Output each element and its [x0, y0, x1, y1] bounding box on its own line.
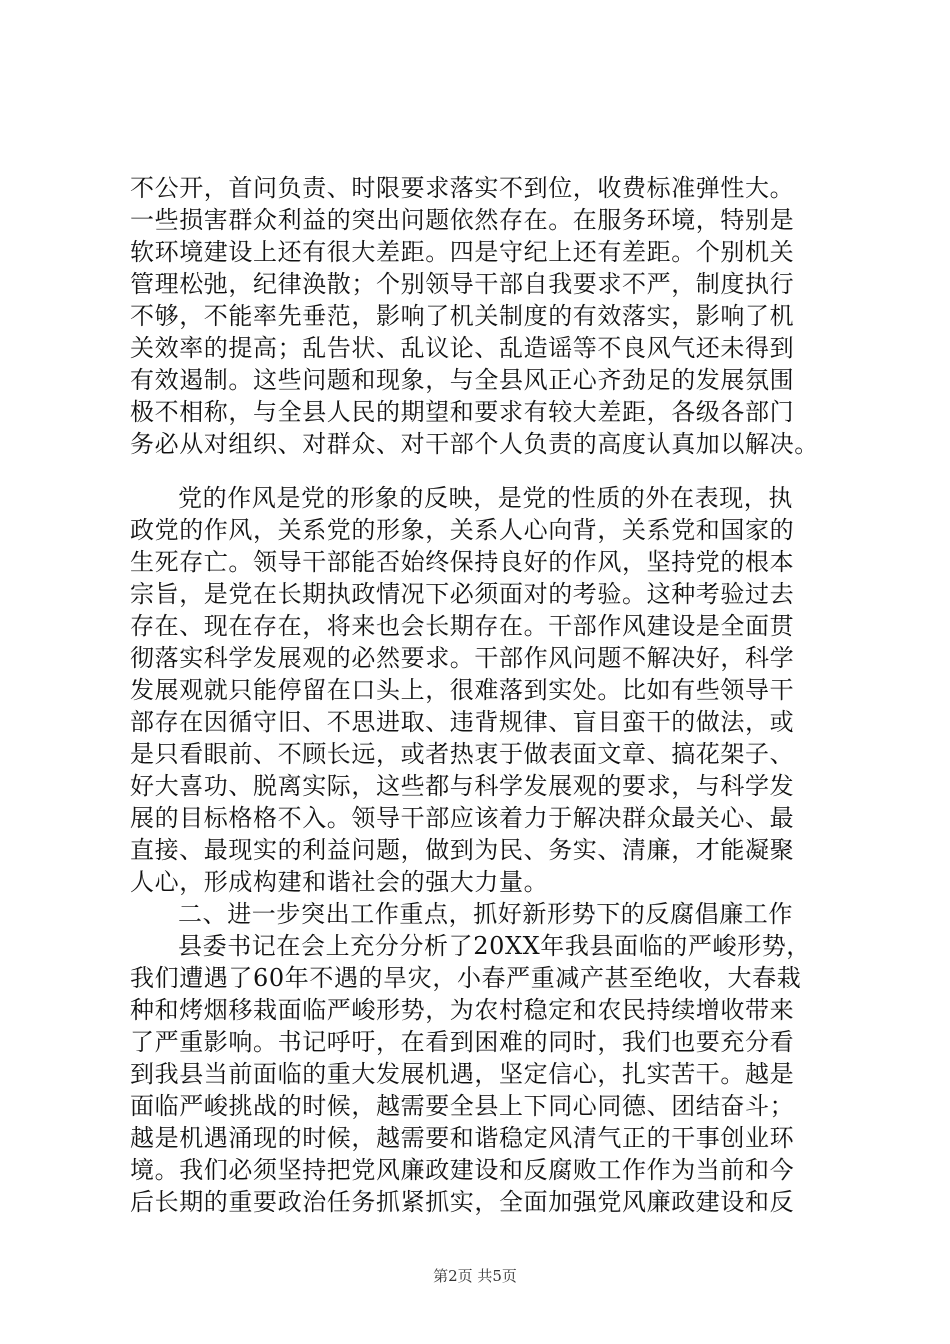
paragraph-1-line: 关效率的提高；乱告状、乱议论、乱造谣等不良风气还未得到: [130, 334, 795, 362]
paragraph-3-line: 我们遭遇了60年不遇的旱灾，小春严重减产甚至绝收，大春栽: [130, 964, 802, 992]
paragraph-3-line: 境。我们必须坚持把党风廉政建设和反腐败工作作为当前和今: [130, 1156, 795, 1184]
paragraph-2-line: 部存在因循守旧、不思进取、违背规律、盲目蛮干的做法，或: [130, 708, 795, 736]
paragraph-3-line: 县委书记在会上充分分析了20XX年我县面临的严峻形势，: [178, 932, 811, 960]
paragraph-1-line: 有效遏制。这些问题和现象，与全县风正心齐劲足的发展氛围: [130, 366, 795, 394]
paragraph-3-line: 种和烤烟移栽面临严峻形势，为农村稳定和农民持续增收带来: [130, 996, 795, 1024]
paragraph-3-line: 到我县当前面临的重大发展机遇，坚定信心，扎实苦干。越是: [130, 1060, 795, 1088]
paragraph-2-line: 发展观就只能停留在口头上，很难落到实处。比如有些领导干: [130, 676, 795, 704]
paragraph-1-line: 管理松弛，纪律涣散；个别领导干部自我要求不严，制度执行: [130, 270, 795, 298]
paragraph-1-line: 不够，不能率先垂范，影响了机关制度的有效落实，影响了机: [130, 302, 795, 330]
paragraph-2-line: 好大喜功、脱离实际，这些都与科学发展观的要求，与科学发: [130, 772, 795, 800]
paragraph-1-line: 一些损害群众利益的突出问题依然存在。在服务环境，特别是: [130, 206, 795, 234]
paragraph-2-line: 是只看眼前、不顾长远，或者热衷于做表面文章、搞花架子、: [130, 740, 795, 768]
paragraph-3-line: 了严重影响。书记呼吁，在看到困难的同时，我们也要充分看: [130, 1028, 795, 1056]
paragraph-3-line: 面临严峻挑战的时候，越需要全县上下同心同德、团结奋斗；: [130, 1092, 795, 1120]
paragraph-1-line: 极不相称，与全县人民的期望和要求有较大差距，各级各部门: [130, 398, 795, 426]
paragraph-2-line: 展的目标格格不入。领导干部应该着力于解决群众最关心、最: [130, 804, 795, 832]
paragraph-2-line: 存在、现在存在，将来也会长期存在。干部作风建设是全面贯: [130, 612, 795, 640]
paragraph-1-line: 务必从对组织、对群众、对干部个人负责的高度认真加以解决。: [130, 430, 819, 458]
paragraph-2-line: 人心，形成构建和谐社会的强大力量。: [130, 868, 549, 896]
paragraph-2-line: 政党的作风，关系党的形象，关系人心向背，关系党和国家的: [130, 516, 795, 544]
paragraph-3-line: 越是机遇涌现的时候，越需要和谐稳定风清气正的干事创业环: [130, 1124, 795, 1152]
section-heading: 二、进一步突出工作重点，抓好新形势下的反腐倡廉工作: [178, 900, 793, 928]
paragraph-2-line: 宗旨，是党在长期执政情况下必须面对的考验。这种考验过去: [130, 580, 795, 608]
paragraph-1-line: 软环境建设上还有很大差距。四是守纪上还有差距。个别机关: [130, 238, 795, 266]
paragraph-2-line: 彻落实科学发展观的必然要求。干部作风问题不解决好，科学: [130, 644, 795, 672]
paragraph-1-line: 不公开，首问负责、时限要求落实不到位，收费标准弹性大。: [130, 174, 795, 202]
paragraph-2-line: 直接、最现实的利益问题，做到为民、务实、清廉，才能凝聚: [130, 836, 795, 864]
paragraph-2-line: 党的作风是党的形象的反映，是党的性质的外在表现，执: [178, 484, 793, 512]
paragraph-3-line: 后长期的重要政治任务抓紧抓实，全面加强党风廉政建设和反: [130, 1188, 795, 1216]
paragraph-2-line: 生死存亡。领导干部能否始终保持良好的作风，坚持党的根本: [130, 548, 795, 576]
page-number-footer: 第2页 共5页: [433, 1267, 517, 1285]
